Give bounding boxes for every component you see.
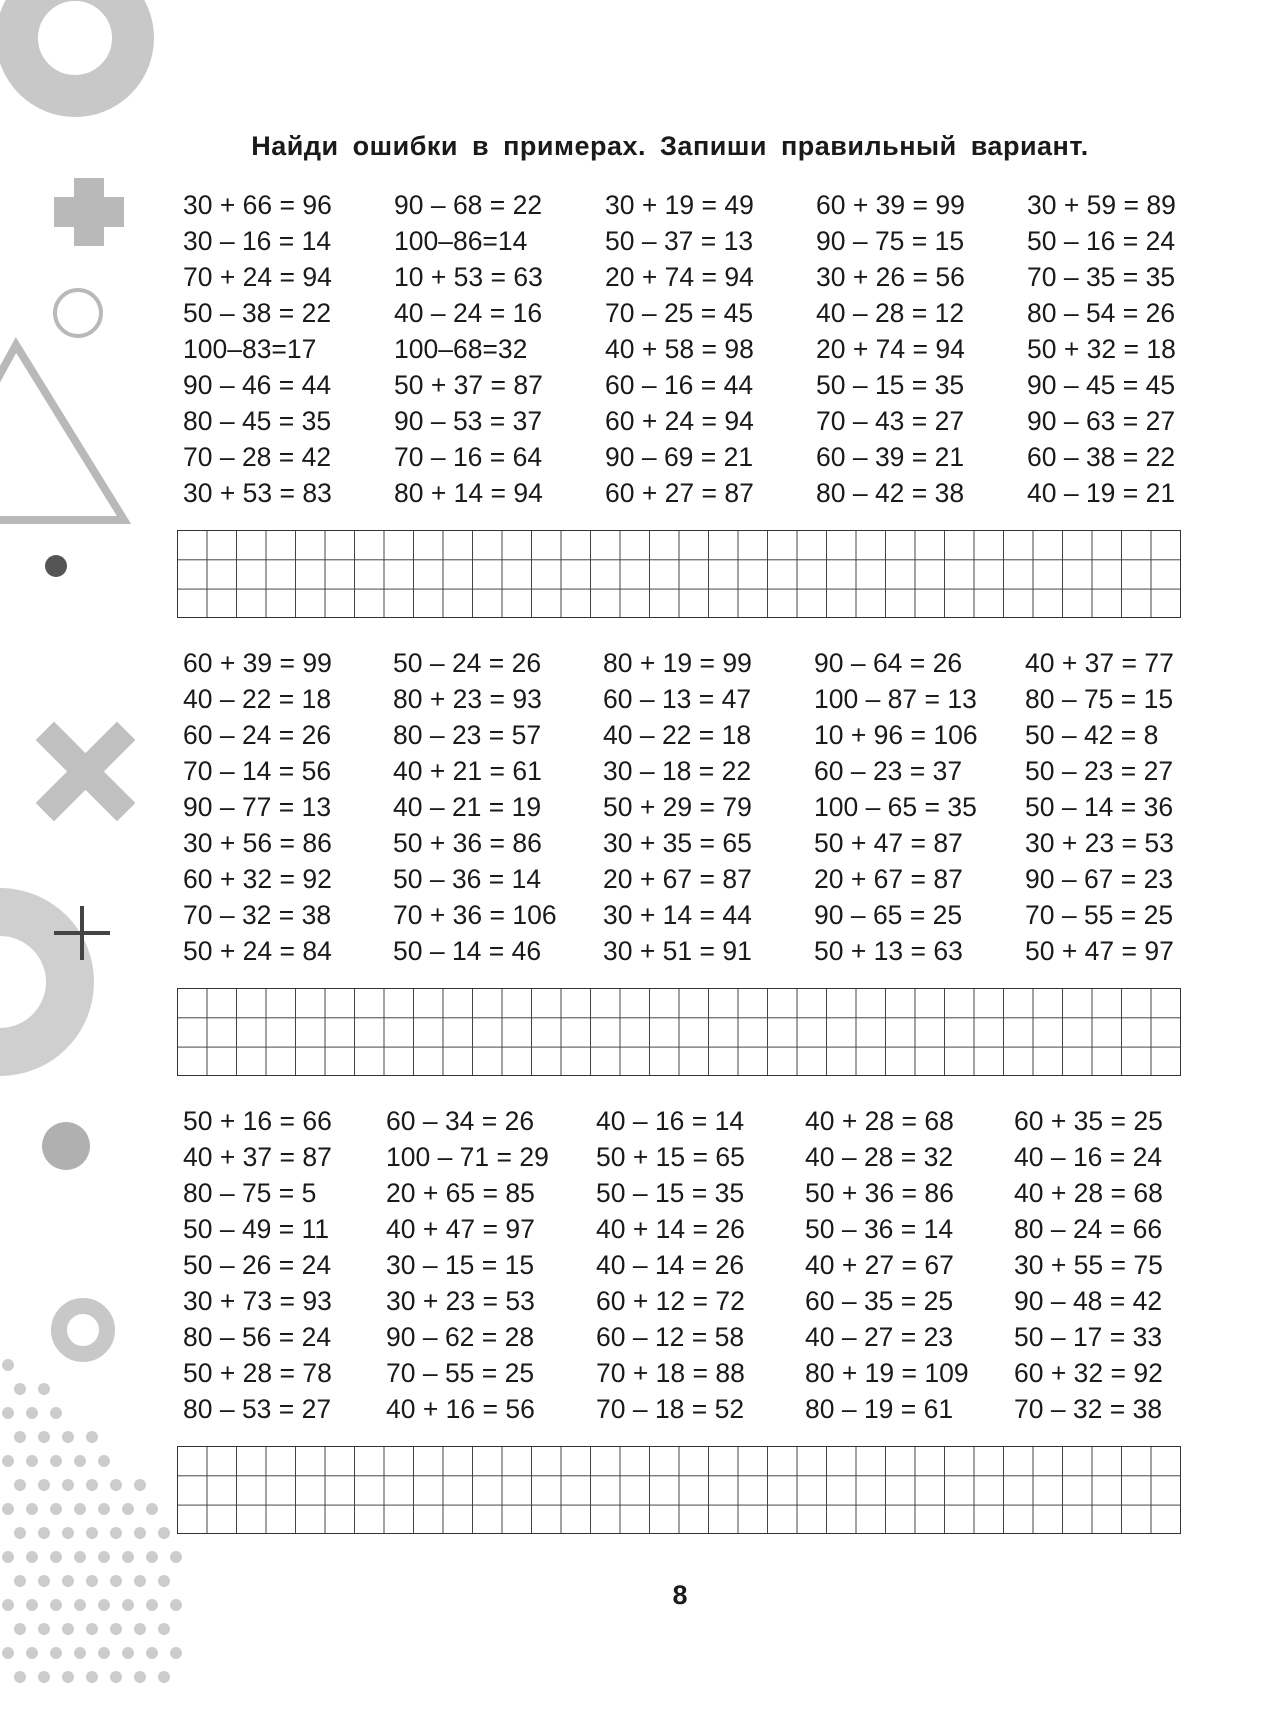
exercise-column	[605, 187, 816, 511]
pattern-dot	[134, 1479, 146, 1491]
exercise: 90 – 46 = 44	[183, 370, 332, 400]
exercise: 80 – 75 = 15	[1025, 684, 1174, 714]
pattern-dot	[110, 1527, 122, 1539]
exercise: 40 + 28 = 68	[1014, 1178, 1163, 1208]
exercise: 30 + 14 = 44	[603, 900, 752, 930]
outline-circle-shape	[55, 290, 101, 336]
exercise: 40 – 16 = 24	[1014, 1142, 1163, 1172]
pattern-dot	[38, 1479, 50, 1491]
exercise: 60 – 24 = 26	[183, 720, 332, 750]
pattern-dot	[2, 1359, 14, 1371]
pattern-dot	[146, 1647, 158, 1659]
pattern-dot	[146, 1503, 158, 1515]
exercise: 40 + 14 = 26	[596, 1214, 745, 1244]
dot-shape	[45, 555, 67, 577]
pattern-dot	[62, 1527, 74, 1539]
pattern-dot	[26, 1407, 38, 1419]
exercise: 60 + 27 = 87	[605, 478, 754, 508]
exercise: 100 – 65 = 35	[814, 792, 977, 822]
exercise: 30 + 53 = 83	[183, 478, 332, 508]
pattern-dot	[38, 1383, 50, 1395]
pattern-dot	[110, 1671, 122, 1683]
exercise: 60 – 38 = 22	[1027, 442, 1176, 472]
exercise: 30 – 15 = 15	[386, 1250, 535, 1280]
exercise-column	[393, 645, 603, 969]
pattern-dot	[98, 1455, 110, 1467]
exercise: 50 + 29 = 79	[603, 792, 752, 822]
pattern-dot	[146, 1551, 158, 1563]
exercise: 50 – 36 = 14	[393, 864, 542, 894]
exercise: 50 + 36 = 86	[805, 1178, 954, 1208]
pattern-dot	[98, 1647, 110, 1659]
answer-grid-2[interactable]	[177, 988, 1181, 1076]
exercise: 90 – 67 = 23	[1025, 864, 1174, 894]
exercise: 80 – 23 = 57	[393, 720, 542, 750]
pattern-dot	[110, 1479, 122, 1491]
pattern-dot	[2, 1455, 14, 1467]
exercise: 50 – 49 = 11	[183, 1214, 330, 1244]
exercise-column	[805, 1103, 1014, 1427]
pattern-dot	[134, 1527, 146, 1539]
exercise: 90 – 45 = 45	[1027, 370, 1176, 400]
pattern-dot	[158, 1527, 170, 1539]
pattern-dot	[134, 1671, 146, 1683]
exercise: 80 + 23 = 93	[393, 684, 542, 714]
exercise: 20 + 74 = 94	[816, 334, 965, 364]
answer-grid-1[interactable]	[177, 530, 1181, 618]
exercise: 40 + 47 = 97	[386, 1214, 535, 1244]
exercise-column	[1014, 1103, 1225, 1427]
exercise: 10 + 53 = 63	[394, 262, 543, 292]
exercise: 30 + 59 = 89	[1027, 190, 1176, 220]
exercise-grid	[183, 645, 1236, 969]
exercise: 70 – 55 = 25	[386, 1358, 535, 1388]
exercise: 80 – 45 = 35	[183, 406, 332, 436]
exercise: 80 – 42 = 38	[816, 478, 965, 508]
pattern-dot	[86, 1479, 98, 1491]
pattern-dot	[2, 1407, 14, 1419]
exercise: 50 + 37 = 87	[394, 370, 543, 400]
exercise: 30 + 23 = 53	[1025, 828, 1174, 858]
exercise-grid	[183, 187, 1238, 511]
exercise-column	[386, 1103, 596, 1427]
exercise: 50 + 24 = 84	[183, 936, 332, 966]
exercise: 80 – 56 = 24	[183, 1322, 332, 1352]
exercise: 60 + 39 = 99	[816, 190, 965, 220]
exercise: 40 + 16 = 56	[386, 1394, 535, 1424]
exercise: 70 – 35 = 35	[1027, 262, 1176, 292]
exercise: 80 + 19 = 99	[603, 648, 752, 678]
exercise: 40 + 37 = 77	[1025, 648, 1174, 678]
exercise: 40 – 28 = 32	[805, 1142, 954, 1172]
pattern-dot	[74, 1503, 86, 1515]
exercise: 50 – 14 = 36	[1025, 792, 1174, 822]
exercise: 50 – 42 = 8	[1025, 720, 1159, 750]
answer-grid-3[interactable]	[177, 1446, 1181, 1534]
exercise: 20 + 74 = 94	[605, 262, 754, 292]
exercise: 20 + 67 = 87	[814, 864, 963, 894]
exercise: 50 – 36 = 14	[805, 1214, 954, 1244]
pattern-dot	[86, 1671, 98, 1683]
pattern-dot	[86, 1623, 98, 1635]
exercise: 60 – 12 = 58	[596, 1322, 745, 1352]
pattern-dot	[74, 1551, 86, 1563]
exercise-column	[183, 187, 394, 511]
pattern-dot	[14, 1431, 26, 1443]
exercise: 90 – 53 = 37	[394, 406, 543, 436]
pattern-dot	[50, 1455, 62, 1467]
exercise: 40 – 22 = 18	[183, 684, 332, 714]
exercise: 60 + 12 = 72	[596, 1286, 745, 1316]
exercise: 40 – 22 = 18	[603, 720, 752, 750]
exercise: 20 + 67 = 87	[603, 864, 752, 894]
exercise: 30 – 16 = 14	[183, 226, 332, 256]
pattern-dot	[122, 1647, 134, 1659]
exercise: 80 + 14 = 94	[394, 478, 543, 508]
pattern-dot	[26, 1503, 38, 1515]
pattern-dot	[26, 1647, 38, 1659]
exercise: 70 – 25 = 45	[605, 298, 754, 328]
grey-dot-shape	[42, 1122, 90, 1170]
exercise: 20 + 65 = 85	[386, 1178, 535, 1208]
pattern-dot	[74, 1647, 86, 1659]
exercise: 30 + 73 = 93	[183, 1286, 332, 1316]
ring-shape	[17, 0, 133, 96]
exercise: 50 + 47 = 87	[814, 828, 963, 858]
pattern-dot	[50, 1551, 62, 1563]
exercise: 40 – 28 = 12	[816, 298, 965, 328]
exercise: 60 + 39 = 99	[183, 648, 332, 678]
pattern-dot	[38, 1527, 50, 1539]
exercise: 90 – 77 = 13	[183, 792, 332, 822]
exercise-column	[183, 645, 393, 969]
exercise: 90 – 62 = 28	[386, 1322, 535, 1352]
pattern-dot	[62, 1479, 74, 1491]
exercise-column	[1027, 187, 1238, 511]
pattern-dot	[74, 1455, 86, 1467]
exercise-column	[1025, 645, 1236, 969]
exercise: 30 + 23 = 53	[386, 1286, 535, 1316]
exercise: 50 + 28 = 78	[183, 1358, 332, 1388]
exercise: 90 – 64 = 26	[814, 648, 963, 678]
exercise: 100 – 87 = 13	[814, 684, 977, 714]
pattern-dot	[14, 1383, 26, 1395]
pattern-dot	[62, 1623, 74, 1635]
plus-shape	[54, 178, 124, 246]
exercise: 40 – 27 = 23	[805, 1322, 954, 1352]
pattern-dot	[26, 1551, 38, 1563]
pattern-dot	[110, 1623, 122, 1635]
pattern-dot	[2, 1503, 14, 1515]
pattern-dot	[122, 1551, 134, 1563]
pattern-dot	[14, 1671, 26, 1683]
exercise: 80 – 24 = 66	[1014, 1214, 1163, 1244]
exercise: 50 + 47 = 97	[1025, 936, 1174, 966]
pattern-dot	[50, 1407, 62, 1419]
exercise: 60 – 16 = 44	[605, 370, 754, 400]
pattern-dot	[86, 1431, 98, 1443]
exercise: 30 + 35 = 65	[603, 828, 752, 858]
pattern-dot	[62, 1431, 74, 1443]
exercise: 70 – 14 = 56	[183, 756, 332, 786]
exercise: 60 – 23 = 37	[814, 756, 963, 786]
pattern-dot	[38, 1431, 50, 1443]
exercise: 50 – 26 = 24	[183, 1250, 332, 1280]
pattern-dot	[86, 1527, 98, 1539]
pattern-dot	[50, 1503, 62, 1515]
exercise: 50 + 32 = 18	[1027, 334, 1176, 364]
cross-shape	[54, 740, 117, 803]
exercise: 40 – 24 = 16	[394, 298, 543, 328]
exercise: 30 + 66 = 96	[183, 190, 332, 220]
exercise: 60 + 24 = 94	[605, 406, 754, 436]
exercise: 60 + 35 = 25	[1014, 1106, 1163, 1136]
pattern-dot	[2, 1551, 14, 1563]
exercise-column	[816, 187, 1027, 511]
exercise-column	[596, 1103, 805, 1427]
exercise: 50 – 38 = 22	[183, 298, 332, 328]
exercise: 50 – 24 = 26	[393, 648, 542, 678]
exercise: 90 – 69 = 21	[605, 442, 754, 472]
exercise: 40 + 37 = 87	[183, 1142, 332, 1172]
exercise-column	[183, 1103, 386, 1427]
exercise: 100–86=14	[394, 226, 528, 256]
pattern-dot	[98, 1503, 110, 1515]
exercise: 40 – 21 = 19	[393, 792, 542, 822]
pattern-dot	[38, 1623, 50, 1635]
exercise: 40 + 21 = 61	[393, 756, 542, 786]
exercise: 70 – 18 = 52	[596, 1394, 745, 1424]
pattern-dot	[158, 1623, 170, 1635]
exercise: 50 – 15 = 35	[816, 370, 965, 400]
task-title: Найди ошибки в примерах. Запиши правильный вариант.	[251, 131, 1089, 161]
pattern-dot	[62, 1671, 74, 1683]
page-number: 8	[672, 1580, 688, 1610]
exercise: 70 + 36 = 106	[393, 900, 557, 930]
exercise-column	[394, 187, 605, 511]
exercise: 50 – 17 = 33	[1014, 1322, 1163, 1352]
dotted-pattern	[2, 1359, 182, 1683]
exercise: 100–68=32	[394, 334, 528, 364]
exercise: 30 + 55 = 75	[1014, 1250, 1163, 1280]
exercise: 70 – 32 = 38	[1014, 1394, 1163, 1424]
exercise: 90 – 75 = 15	[816, 226, 965, 256]
exercise: 80 – 54 = 26	[1027, 298, 1176, 328]
exercise: 70 – 16 = 64	[394, 442, 543, 472]
exercise: 50 – 16 = 24	[1027, 226, 1176, 256]
exercise: 50 – 14 = 46	[393, 936, 542, 966]
exercise: 30 + 56 = 86	[183, 828, 332, 858]
pattern-dot	[38, 1671, 50, 1683]
pattern-dot	[122, 1503, 134, 1515]
exercise: 80 + 19 = 109	[805, 1358, 969, 1388]
small-ring-shape	[59, 1306, 107, 1354]
exercise: 90 – 48 = 42	[1014, 1286, 1163, 1316]
exercise: 40 – 16 = 14	[596, 1106, 745, 1136]
exercise: 30 + 26 = 56	[816, 262, 965, 292]
exercise: 80 – 53 = 27	[183, 1394, 332, 1424]
exercise: 50 – 37 = 13	[605, 226, 754, 256]
exercise: 40 – 14 = 26	[596, 1250, 745, 1280]
exercise: 30 + 19 = 49	[605, 190, 754, 220]
exercise: 60 + 32 = 92	[1014, 1358, 1163, 1388]
exercise: 60 – 13 = 47	[603, 684, 752, 714]
exercise: 90 – 65 = 25	[814, 900, 963, 930]
exercise: 40 – 19 = 21	[1027, 478, 1176, 508]
pattern-dot	[14, 1623, 26, 1635]
exercise: 80 – 75 = 5	[183, 1178, 317, 1208]
pattern-dot	[170, 1647, 182, 1659]
exercise: 60 – 35 = 25	[805, 1286, 954, 1316]
exercise: 70 – 43 = 27	[816, 406, 965, 436]
exercise: 50 + 16 = 66	[183, 1106, 332, 1136]
exercise: 30 + 51 = 91	[603, 936, 752, 966]
exercise: 10 + 96 = 106	[814, 720, 978, 750]
pattern-dot	[26, 1455, 38, 1467]
pattern-dot	[14, 1527, 26, 1539]
exercise: 50 + 15 = 65	[596, 1142, 745, 1172]
exercise-column	[603, 645, 814, 969]
exercise: 80 – 19 = 61	[805, 1394, 954, 1424]
exercise: 70 – 28 = 42	[183, 442, 332, 472]
pattern-dot	[170, 1551, 182, 1563]
exercise: 60 + 32 = 92	[183, 864, 332, 894]
exercise: 70 + 18 = 88	[596, 1358, 745, 1388]
exercise: 60 – 39 = 21	[816, 442, 965, 472]
pattern-dot	[134, 1623, 146, 1635]
pattern-dot	[14, 1479, 26, 1491]
exercise: 40 + 27 = 67	[805, 1250, 954, 1280]
exercise: 70 – 55 = 25	[1025, 900, 1174, 930]
pattern-dot	[2, 1647, 14, 1659]
exercise: 90 – 68 = 22	[394, 190, 543, 220]
exercise: 60 – 34 = 26	[386, 1106, 535, 1136]
exercise: 50 – 15 = 35	[596, 1178, 745, 1208]
exercise: 30 – 18 = 22	[603, 756, 752, 786]
exercise-column	[814, 645, 1025, 969]
exercise: 70 + 24 = 94	[183, 262, 332, 292]
exercise: 40 + 28 = 68	[805, 1106, 954, 1136]
exercise: 100 – 71 = 29	[386, 1142, 549, 1172]
exercise: 50 – 23 = 27	[1025, 756, 1174, 786]
exercise: 50 + 13 = 63	[814, 936, 963, 966]
exercise: 50 + 36 = 86	[393, 828, 542, 858]
exercise: 40 + 58 = 98	[605, 334, 754, 364]
pattern-dot	[158, 1671, 170, 1683]
exercise: 90 – 63 = 27	[1027, 406, 1176, 436]
exercise: 100–83=17	[183, 334, 317, 364]
exercise-grid	[183, 1103, 1225, 1427]
exercise: 70 – 32 = 38	[183, 900, 332, 930]
triangle-shape	[0, 345, 124, 520]
pattern-dot	[98, 1551, 110, 1563]
pattern-dot	[50, 1647, 62, 1659]
